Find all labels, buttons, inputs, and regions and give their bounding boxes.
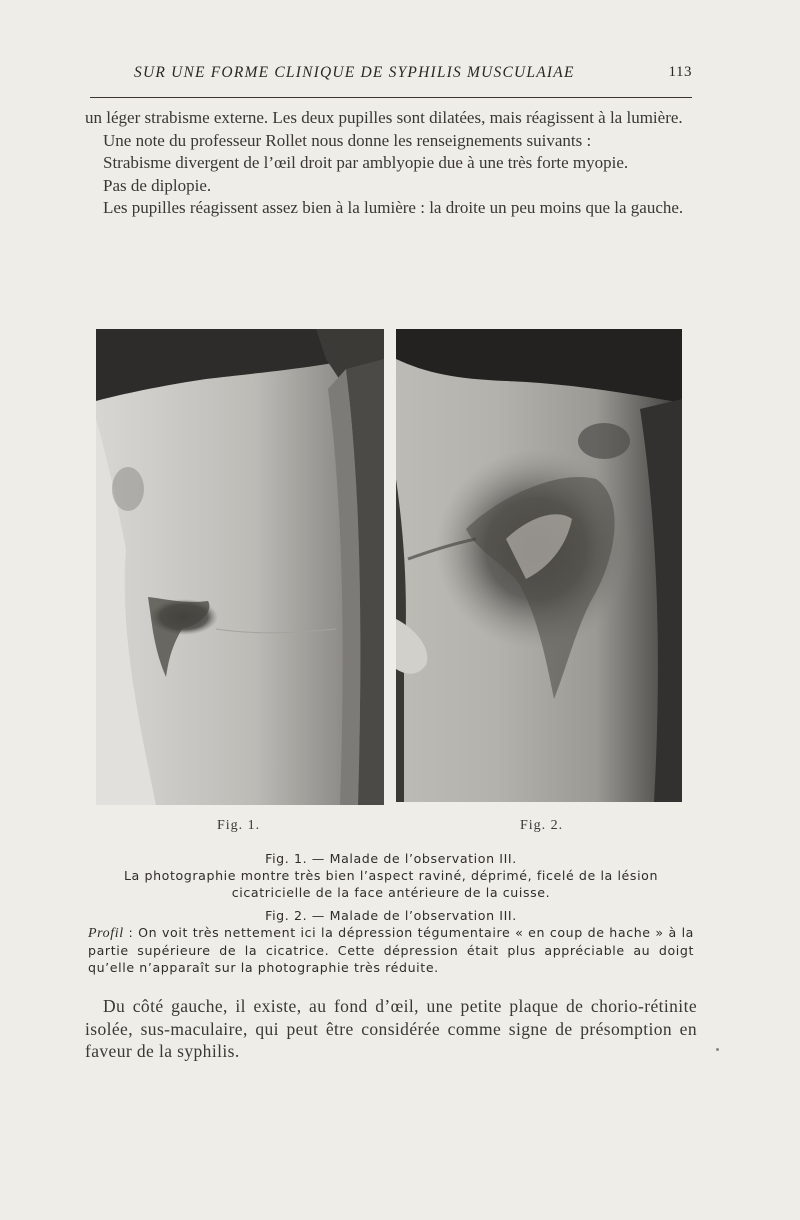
figure-label-2: Fig. 2. (520, 818, 564, 833)
paragraph-chorio-retinite: Du côté gauche, il existe, au fond d’œil, une petite plaque de chorio-rétinite isolée, sus-maculaire, qui peut être considérée comme signe de présomption en faveur de la syphilis. (85, 996, 697, 1061)
photo-fig-2 (396, 329, 682, 802)
page-number: 113 (668, 64, 692, 80)
final-text (85, 995, 697, 1063)
running-header (90, 60, 692, 92)
running-title: SUR UNE FORME CLINIQUE DE SYPHILIS MUSCULAIAE (134, 64, 575, 81)
header-rule (90, 97, 692, 98)
paragraph-note-rollet: Une note du professeur Rollet nous donne les renseignements suivants : (103, 130, 592, 150)
paragraph-diplopie: Pas de diplopie. (103, 175, 212, 195)
paragraph-strabisme: un léger strabisme externe. Les deux pupilles sont dilatées, mais réagissent à la lumière. (85, 108, 683, 127)
figure-captions (88, 850, 694, 976)
caption-2-text (88, 924, 694, 976)
caption-1-text: La photographie montre très bien l’aspect raviné, déprimé, ficelé de la lésion cicatricielle de la face antérieure de la cuisse. (123, 868, 659, 900)
paragraph-strabisme-divergent: Strabisme divergent de l’œil droit par amblyopie due à une très forte myopie. (103, 153, 629, 172)
caption-1-heading: Fig. 1. — Malade de l’observation III. (265, 851, 517, 866)
body-text (85, 107, 693, 220)
figure-label-1: Fig. 1. (217, 818, 261, 833)
caption-2-heading: Fig. 2. — Malade de l’observation III. (265, 908, 517, 923)
paper-speck (716, 1048, 719, 1051)
paragraph-pupilles: Les pupilles réagissent assez bien à la lumière : la droite un peu moins que la gauche. (103, 198, 684, 217)
photo-fig-1 (96, 329, 384, 805)
caption-2-body: : On voit très nettement ici la dépression tégumentaire « en coup de hache » à la partie supérieure de la cicatrice. Cette dépression était plus appréciable au doigt qu’elle n’apparaît sur la photographie très réduite. (88, 925, 694, 975)
photo-fig-1-image (96, 329, 384, 805)
caption-2-emphasis: Profil (88, 926, 124, 941)
photo-fig-2-image (396, 329, 682, 802)
